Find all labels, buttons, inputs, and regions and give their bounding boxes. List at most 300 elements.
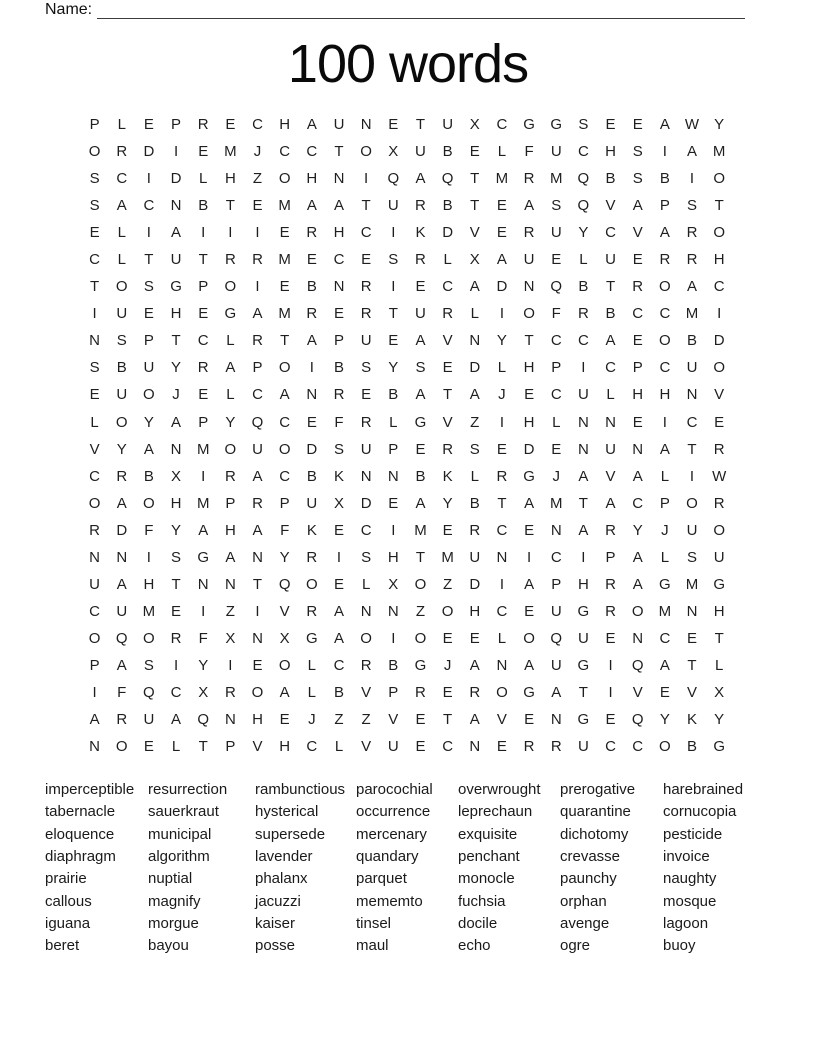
grid-letter: L [579,251,588,269]
grid-letter: V [469,224,480,242]
word-list-item: parquet [356,870,407,888]
word-list-column [560,779,663,958]
grid-letter: I [391,278,396,296]
word-list-item: resurrection [148,781,228,798]
grid-letter: V [252,738,263,756]
grid-letter: R [360,656,372,674]
grid-letter: L [117,251,126,269]
grid-letter: P [388,684,399,701]
grid-letter: I [173,143,179,161]
grid-letter: N [89,738,100,756]
name-blank-line [97,1,745,19]
grid-letter: B [143,467,154,485]
word-list-column [255,779,356,958]
grid-letter: R [252,251,263,269]
grid-letter: E [306,251,317,269]
grid-letter: S [333,440,344,458]
grid-letter: R [523,738,535,756]
word-list-item: nuptial [148,870,193,888]
grid-letter: M [685,305,699,323]
grid-letter: Y [116,440,127,458]
grid-letter: E [632,251,643,269]
grid-letter: B [578,278,589,296]
grid-letter: Y [143,413,154,431]
grid-letter: E [442,629,453,647]
grid-letter: I [201,602,206,620]
grid-letter: R [306,602,318,620]
grid-letter: T [252,575,263,593]
grid-letter: H [224,170,236,188]
grid-letter: O [631,602,644,620]
grid-letter: C [632,738,644,756]
grid-letter: S [116,332,127,350]
grid-letter: D [442,224,454,242]
word-list-item: imperceptible [45,781,135,798]
grid-letter: E [687,629,698,647]
grid-letter: Q [197,711,210,729]
grid-letter: U [170,251,182,269]
grid-letter: T [578,494,588,512]
grid-letter: A [116,197,127,215]
grid-letter: U [577,629,589,647]
word-list-item: posse [255,937,296,955]
grid-letter: O [713,170,725,188]
grid-letter: V [632,684,643,701]
grid-letter: M [658,602,672,620]
grid-letter: G [523,467,535,485]
grid-letter: I [499,305,504,323]
grid-letter: N [224,575,236,593]
grid-letter: A [605,332,616,350]
grid-letter: N [306,386,318,404]
grid-letter: A [333,197,344,215]
grid-letter: T [361,197,371,215]
grid-letter: I [255,224,260,242]
grid-letter: S [415,359,426,377]
grid-letter: M [142,602,156,620]
grid-letter: Q [441,170,454,188]
grid-letter: R [333,386,345,404]
grid-letter: L [334,738,344,756]
grid-letter: I [336,548,342,566]
grid-letter: L [660,467,670,485]
grid-letter: E [605,116,616,134]
grid-letter: A [632,467,643,485]
grid-letter: G [523,116,535,134]
grid-letter: U [686,521,698,539]
grid-letter: X [279,629,290,647]
grid-letter: K [442,467,453,485]
word-list-item: algorithm [148,848,210,866]
grid-letter: O [496,684,508,701]
grid-letter: T [334,143,344,161]
grid-letter: L [389,413,398,431]
grid-letter: I [391,224,396,242]
grid-letter: N [224,711,236,729]
grid-letter: I [391,629,396,647]
grid-letter: T [198,738,208,756]
grid-letter: J [498,386,506,404]
grid-letter: O [713,359,725,377]
grid-letter: E [496,197,507,215]
grid-letter: D [116,521,128,539]
word-list-item: bayou [148,937,189,955]
word-list-item: penchant [458,848,520,866]
grid-letter: I [499,413,504,431]
grid-letter: R [496,467,508,485]
grid-letter: D [523,440,535,458]
grid-letter: A [171,224,182,242]
grid-letter: R [252,494,263,512]
name-label: Name: [45,1,93,18]
grid-letter: B [687,738,698,756]
grid-letter: A [687,278,698,296]
grid-letter: R [442,305,454,323]
grid-letter: A [252,305,263,323]
grid-letter: V [89,440,100,458]
grid-letter: E [442,359,453,377]
grid-letter: A [116,494,127,512]
grid-letter: O [414,575,427,593]
grid-letter: Y [659,711,670,729]
grid-letter: P [252,359,263,377]
grid-letter: V [714,386,725,404]
grid-letter: Z [415,602,426,620]
grid-letter: H [659,386,671,404]
grid-letter: N [252,548,263,566]
word-list-item: docile [458,915,498,933]
puzzle-title: 100 words [287,34,529,94]
grid-letter: F [524,143,534,161]
grid-letter: O [115,413,128,431]
grid-letter: U [469,548,481,566]
grid-letter: H [252,711,263,729]
grid-letter: P [605,548,616,566]
grid-letter: P [659,494,670,512]
word-list-item: naughty [663,870,717,888]
grid-letter: N [686,602,698,620]
grid-letter: U [550,143,562,161]
grid-letter: B [605,170,616,188]
grid-letter: Y [171,521,182,539]
grid-letter: C [360,224,372,242]
grid-letter: E [361,251,372,269]
grid-letter: E [632,413,643,431]
grid-letter: X [225,629,236,647]
grid-letter: F [144,521,154,539]
grid-letter: N [89,548,100,566]
grid-letter: R [415,684,426,701]
grid-letter: X [171,467,182,485]
word-list-column [148,779,255,958]
grid-letter: C [89,467,100,485]
grid-letter: N [360,467,372,485]
word-list-item: echo [458,937,491,955]
grid-letter: C [333,251,345,269]
grid-letter: F [280,521,290,539]
grid-letter: T [388,305,398,323]
name-row [45,1,745,19]
grid-letter: O [659,738,671,756]
grid-letter: A [632,575,643,593]
grid-letter: Y [171,359,182,377]
grid-letter: O [88,494,101,512]
grid-letter: U [333,116,345,134]
grid-letter: E [415,440,426,458]
grid-letter: Y [496,332,507,350]
grid-letter: C [550,332,562,350]
grid-letter: L [470,305,479,323]
grid-letter: A [524,575,535,593]
grid-letter: Q [143,684,155,701]
grid-letter: A [659,224,670,242]
grid-letter: V [605,467,616,485]
grid-letter: E [143,116,154,134]
grid-letter: B [333,359,344,377]
grid-letter: R [713,494,725,512]
grid-letter: T [225,197,235,215]
word-list-item: sauerkraut [148,803,219,821]
grid-letter: E [632,332,643,350]
grid-letter: U [577,738,589,756]
grid-letter: Q [278,575,291,593]
grid-letter: B [442,197,453,215]
grid-letter: T [144,251,154,269]
grid-letter: U [360,332,372,350]
grid-letter: E [496,224,507,242]
word-list-item: prairie [45,870,87,888]
word-list [45,779,743,958]
grid-letter: C [442,278,454,296]
grid-letter: M [278,197,291,215]
grid-letter: N [170,440,182,458]
grid-letter: L [117,116,126,134]
grid-letter: P [659,197,670,215]
grid-letter: T [714,629,724,647]
grid-letter: U [89,575,100,593]
grid-letter: X [198,684,209,701]
grid-letter: N [360,602,372,620]
word-list-item: monocle [458,870,515,888]
grid-letter: Z [470,413,480,431]
grid-letter: A [306,197,317,215]
grid-letter: R [252,332,263,350]
grid-letter: B [388,386,399,404]
word-list-item: kaiser [255,915,296,933]
grid-letter: S [388,251,399,269]
grid-letter: A [306,332,317,350]
grid-letter: E [659,684,670,701]
grid-letter: T [280,332,290,350]
grid-letter: R [550,738,562,756]
grid-letter: F [334,413,344,431]
grid-letter: A [279,684,290,701]
grid-letter: A [659,656,670,674]
grid-letter: R [659,251,671,269]
word-list-column [45,779,148,958]
grid-letter: C [550,548,562,566]
grid-letter: L [443,251,452,269]
grid-letter: C [116,170,128,188]
grid-letter: P [171,116,182,134]
grid-letter: J [308,711,316,729]
grid-letter: C [252,386,263,404]
grid-letter: G [414,413,427,431]
grid-letter: N [577,413,589,431]
grid-letter: H [333,224,345,242]
word-list-item: paunchy [560,870,617,888]
word-list-item: phalanx [255,870,308,888]
grid-letter: C [496,602,508,620]
grid-letter: D [469,575,481,593]
grid-letter: X [388,143,399,161]
grid-letter: I [662,143,667,161]
grid-letter: A [415,170,426,188]
grid-letter: S [632,170,643,188]
word-search-grid [81,111,733,760]
grid-letter: I [146,170,151,188]
grid-letter: R [197,359,209,377]
grid-letter: R [306,224,318,242]
grid-letter: E [442,684,453,701]
grid-letter: C [89,602,100,620]
grid-letter: D [713,332,725,350]
grid-letter: S [361,548,372,566]
grid-letter: O [278,440,291,458]
grid-letter: N [686,386,698,404]
word-list-item: prerogative [560,781,636,798]
grid-letter: E [496,440,507,458]
grid-letter: U [143,711,155,729]
grid-letter: E [388,116,399,134]
grid-letter: Q [577,197,590,215]
grid-letter: P [198,278,209,296]
grid-letter: J [443,656,452,674]
grid-letter: Y [632,521,643,539]
grid-letter: A [143,440,154,458]
grid-letter: J [661,521,669,539]
grid-letter: C [360,521,372,539]
grid-letter: A [469,711,480,729]
grid-letter: T [497,494,507,512]
grid-letter: L [715,656,724,674]
grid-letter: O [713,521,725,539]
grid-letter: E [605,629,616,647]
grid-letter: O [278,656,291,674]
grid-letter: M [196,440,210,458]
grid-letter: C [252,116,263,134]
grid-letter: L [606,386,615,404]
grid-letter: Z [252,170,263,188]
grid-letter: I [717,305,722,323]
grid-letter: A [225,548,236,566]
grid-letter: J [172,386,180,404]
grid-letter: R [224,467,236,485]
grid-letter: C [197,332,209,350]
grid-letter: A [252,467,263,485]
grid-letter: A [116,575,127,593]
grid-letter: R [523,170,535,188]
grid-letter: E [524,386,535,404]
word-list-item: lagoon [663,915,709,933]
grid-letter: A [333,629,344,647]
grid-letter: R [605,602,616,620]
grid-letter: M [549,170,563,188]
grid-letter: C [577,143,589,161]
grid-letter: N [252,629,263,647]
grid-letter: L [361,575,371,593]
grid-letter: R [360,305,372,323]
grid-letter: R [469,521,481,539]
grid-letter: E [551,440,562,458]
grid-letter: T [415,116,426,134]
grid-letter: C [686,413,698,431]
grid-letter: S [89,170,100,188]
grid-letter: K [415,224,426,242]
grid-letter: E [524,711,535,729]
grid-letter: O [360,629,372,647]
grid-letter: E [388,332,399,350]
grid-letter: P [89,656,100,674]
grid-letter: A [632,548,643,566]
grid-letter: L [497,359,507,377]
grid-letter: I [309,359,314,377]
grid-letter: T [605,278,616,296]
grid-letter: X [388,575,399,593]
grid-letter: A [89,711,100,729]
grid-letter: C [605,224,616,242]
grid-letter: L [307,656,316,674]
grid-letter: Y [388,359,399,377]
grid-letter: A [415,494,426,512]
word-list-column [663,779,743,958]
grid-letter: U [577,386,589,404]
grid-letter: V [361,738,372,756]
grid-letter: R [577,305,589,323]
grid-letter: E [469,629,480,647]
grid-letter: L [497,629,507,647]
word-list-item: rambunctious [255,781,346,798]
grid-letter: I [173,656,179,674]
grid-letter: U [605,251,616,269]
grid-letter: T [470,197,480,215]
grid-letter: E [632,116,643,134]
grid-letter: R [415,251,426,269]
grid-letter: R [197,116,209,134]
grid-letter: A [469,656,480,674]
grid-letter: S [89,197,100,215]
grid-letter: I [364,170,369,188]
word-list-item: beret [45,937,80,955]
grid-letter: M [278,305,291,323]
grid-letter: H [577,575,589,593]
grid-letter: R [442,440,454,458]
grid-letter: A [252,521,263,539]
grid-letter: A [469,278,480,296]
grid-letter: U [415,143,426,161]
grid-letter: L [660,548,670,566]
grid-letter: E [171,602,182,620]
grid-letter: N [387,602,399,620]
grid-letter: U [686,359,698,377]
grid-letter: E [714,413,725,431]
grid-letter: N [632,629,644,647]
grid-letter: C [89,251,100,269]
grid-letter: A [687,143,698,161]
grid-letter: C [306,738,318,756]
grid-letter: I [526,548,532,566]
grid-letter: I [92,684,97,701]
